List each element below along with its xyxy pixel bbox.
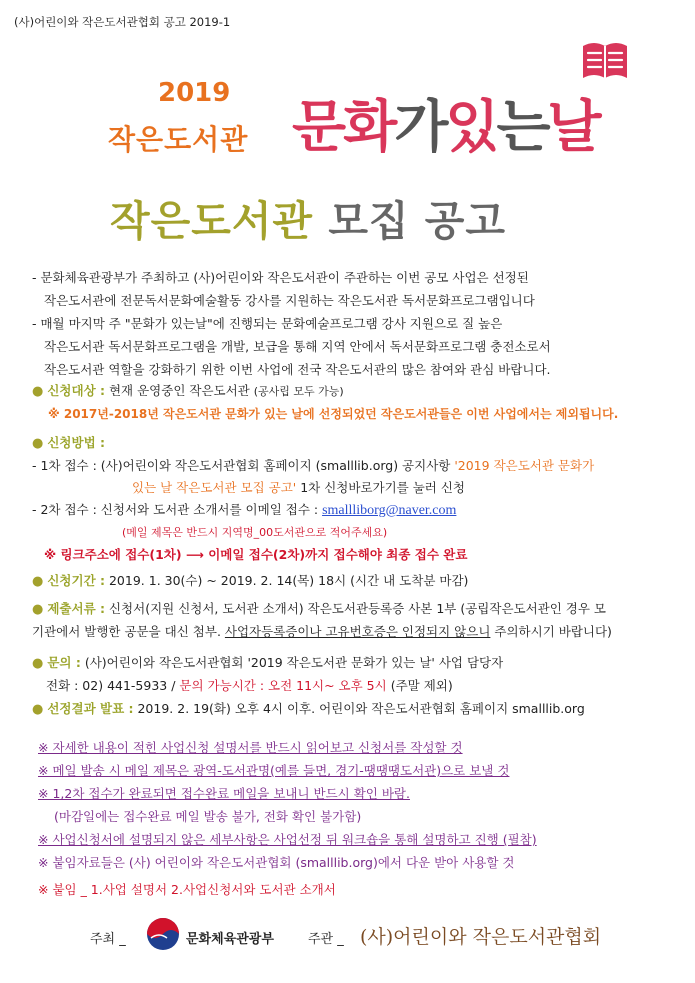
period-text: 2019. 1. 30(수) ~ 2019. 2. 14(목) 18시 (시간 내 도착분 마감)	[108, 573, 469, 588]
note-item: ※ 1,2차 접수가 완료되면 접수완료 메일을 보내니 반드시 확인 바람.	[38, 786, 410, 801]
intro-line: - 문화체육관광부가 주최하고 (사)어린이와 작은도서관이 주관하는 이번 공모 사업은 선정된	[32, 270, 529, 285]
documents-section	[32, 598, 682, 643]
page-title-part1: 작은도서관	[110, 197, 314, 245]
section-label: 신청기간 :	[47, 573, 105, 588]
page-title	[110, 188, 506, 247]
event-subtitle: 작은도서관	[108, 123, 249, 156]
bullet-icon: ●	[32, 574, 44, 589]
contact-text: (사)어린이와 작은도서관협회 '2019 작은도서관 문화가 있는 날' 사업 담당자	[84, 655, 504, 670]
period-section	[32, 570, 682, 593]
culture-day-logo	[290, 80, 599, 166]
note-item: ※ 자세한 내용이 적힌 사업신청 설명서를 반드시 읽어보고 신청서를 작성할 것	[38, 740, 463, 755]
email-link[interactable]: smallliborg@naver.com	[322, 503, 457, 518]
email-note: (메일 제목은 반드시 지역명_00도서관으로 적어주세요)	[122, 526, 388, 539]
organizer-label: 주관 _	[308, 932, 344, 947]
intro-text	[32, 266, 672, 381]
attachment-note: ※ 붙임 _ 1.사업 설명서 2.사업신청서와 도서관 소개서	[38, 882, 336, 897]
step1-title-cont: 있는 날 작은도서관 모집 공고'	[132, 480, 297, 495]
eligibility-note: (공사립 모두 가능)	[253, 385, 344, 398]
step2-text: - 2차 접수 : 신청서와 도서관 소개서를 이메일 접수 :	[32, 502, 319, 517]
documents-warning: 사업자등록증이나 고유번호증은 인정되지 않으니	[224, 624, 491, 639]
note-item: ※ 사업신청서에 설명되지 않은 세부사항은 사업선정 뒤 워크숍을 통해 설명하고 진행 (필참)	[38, 832, 537, 847]
ministry-emblem-icon	[145, 916, 181, 952]
method-section	[32, 432, 682, 566]
bullet-icon: ●	[32, 384, 44, 399]
note-item: ※ 붙임자료들은 (사) 어린이와 작은도서관협회 (smalllib.org)에서 다운 받아 사용할 것	[38, 855, 515, 870]
eligibility-section	[32, 380, 682, 425]
contact-section	[32, 652, 682, 697]
bullet-icon: ●	[32, 656, 44, 671]
section-label: 신청대상 :	[47, 383, 105, 398]
notice-id: (사)어린이와 작은도서관협회 공고 2019-1	[14, 15, 231, 29]
documents-text: 주의하시기 바랍니다)	[494, 624, 612, 639]
section-label: 문의 :	[47, 655, 81, 670]
note-item: (마감일에는 접수완료 메일 발송 불가, 전화 확인 불가함)	[54, 809, 362, 824]
host-label: 주최 _	[90, 932, 126, 947]
footer	[90, 920, 650, 960]
result-text: 2019. 2. 19(화) 오후 4시 이후. 어린이와 작은도서관협회 홈페이지 smalllib.org	[137, 701, 585, 716]
bullet-icon: ●	[32, 602, 44, 617]
intro-line: 작은도서관 독서문화프로그램을 개발, 보급을 통해 지역 안에서 독서문화프로그램 충전소로서	[44, 339, 551, 354]
section-label: 제출서류 :	[47, 601, 105, 616]
documents-text: 신청서(지원 신청서, 도서관 소개서) 작은도서관등록증 사본 1부 (공립작은도서관인 경우 모	[108, 601, 607, 616]
intro-line: - 매월 마지막 주 "문화가 있는날"에 진행되는 문화예술프로그램 강사 지원으로 질 높은	[32, 316, 503, 331]
intro-line: 작은도서관에 전문독서문화예술활동 강사를 지원하는 작은도서관 독서문화프로그램입니다	[44, 293, 535, 308]
intro-line: 작은도서관 역할을 강화하기 위한 이번 사업에 전국 작은도서관의 많은 참여와 관심 바랍니다.	[44, 362, 551, 377]
result-section	[32, 698, 682, 721]
step1-text: - 1차 접수 : (사)어린이와 작은도서관협회 홈페이지 (smalllib.org) 공지사항	[32, 458, 451, 473]
page-title-part2: 모집 공고	[328, 197, 507, 245]
host-name: 문화체육관광부	[186, 932, 274, 947]
svg-text:문화가있는날: 문화가있는날	[292, 95, 599, 160]
section-label: 선정결과 발표 :	[47, 701, 134, 716]
bullet-icon: ●	[32, 702, 44, 717]
section-label: 신청방법 :	[47, 435, 105, 450]
step1-title: '2019 작은도서관 문화가	[454, 458, 595, 473]
eligibility-text: 현재 운영중인 작은도서관	[108, 383, 250, 398]
documents-text: 기관에서 발행한 공문을 대신 첨부.	[32, 624, 221, 639]
step1-action: 1차 신청바로가기를 눌러 신청	[300, 480, 465, 495]
organizer-logo: (사)어린이와 작은도서관협회	[360, 926, 602, 948]
note-item: ※ 메일 발송 시 메일 제목은 광역-도서관명(예를 들면, 경기-땡땡땡도서관)으로 보낼 것	[38, 763, 510, 778]
book-icon	[580, 38, 630, 84]
exclusion-note: ※ 2017년-2018년 작은도서관 문화가 있는 날에 선정되었던 작은도서관들은 이번 사업에서는 제외됩니다.	[48, 407, 619, 421]
event-year: 2019	[158, 78, 231, 108]
notes-list	[38, 736, 678, 874]
submission-warning: ※ 링크주소에 접수(1차) ⟶ 이메일 접수(2차)까지 접수해야 최종 접수 완료	[44, 547, 468, 562]
bullet-icon: ●	[32, 436, 44, 451]
contact-phone: 전화 : 02) 441-5933 /	[46, 678, 176, 693]
contact-hours: 문의 가능시간 : 오전 11시~ 오후 5시	[179, 678, 387, 693]
contact-hours-note: (주말 제외)	[390, 678, 453, 693]
